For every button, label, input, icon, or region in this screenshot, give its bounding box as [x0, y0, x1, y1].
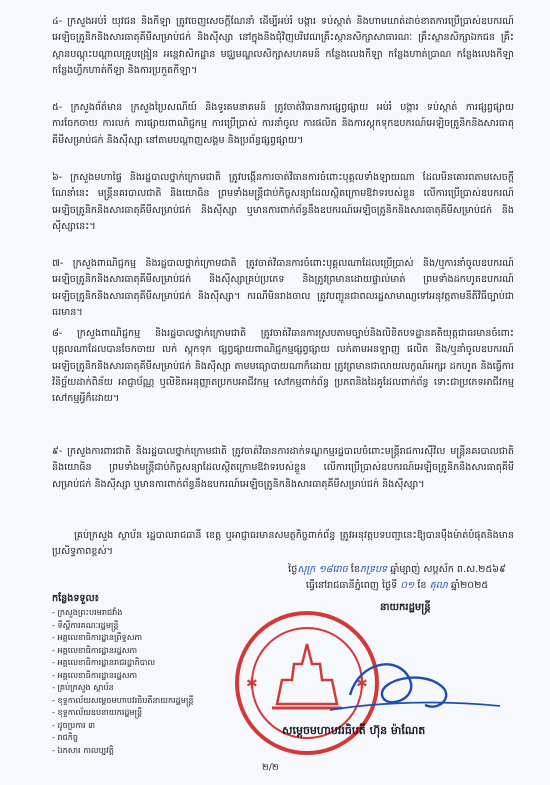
paragraph-6: ៦- ក្រសួងមហាផ្ទៃ និងរដ្ឋបាលថ្នាក់ក្រោមជាតិ ត្រូវបង្កើនការចាត់វិធានការចំពោះបុគ្គលទាំងឡាយណា ដែលមិនគោរពតាមសេចក្តីណែនាំនេះ មន្ត្រីនគរបាលជាតិ និងយោធិន ព្រមទាំងមន្ត្រីជាប់កិច្ចសន្យាដែលស្ថិតក្រោមឱវាទរបស់ខ្លួន លើការប្រើប្រាស់ឧបករណ៍អេឡិចត្រូនិកនិងសារធាតុគីមីសម្រាប់ជក់ និងស៊ីស្សា ឬមានការពាក់ព័ន្ធនឹងឧបករណ៍អេឡិចត្រូនិកនិងសារធាតុគីមីសម្រាប់ជក់ និងស៊ីស្សានេះ។ [52, 172, 514, 232]
lunar-date-line: ថ្ងៃសុក្រ ១៨រោច ខែភទ្របទ ឆ្នាំម្សាញ់ សប្តស័ក ព.ស.២៥៦៩ [288, 564, 506, 575]
paragraph-7: ៧- ក្រសួងពាណិជ្ជកម្ម និងរដ្ឋបាលថ្នាក់ក្រោមជាតិ ត្រូវចាត់វិធានការចំពោះបុគ្គលណាដែលប្រើប្រាស់ និង/ឬការនាំចូលឧបករណ៍អេឡិចត្រូនិកនិងសារធាតុគីមីសម្រាប់ជក់ និងស៊ីស្សាគ្រប់ប្រភេទ និងត្រូវព្រមានដោយផ្ទាល់មាត់ ព្រមទាំងដកហូតឧបករណ៍អេឡិចត្រូនិកនិងសារធាតុគីមីសម្រាប់ជក់ និងស៊ីស្សា។ ករណីមិនរាងចាល ត្រូវបញ្ជូនជាពលរដ្ឋសាមាណ្ញទៅអនុវត្តតាមនីតិវិធីច្បាប់ជាធរមាន។ [52, 258, 514, 318]
recipient-item: - ខុទ្ទកាល័យឧបនាយករដ្ឋមន្ត្រី [52, 706, 194, 719]
recipient-item: - រាជកិច្ច [52, 731, 194, 744]
recipient-item: - អគ្គលេខាធិការដ្ឋានរដ្ឋសភា [52, 669, 194, 682]
paragraph-8: ៨- ក្រសួងពាណិជ្ជកម្ម និងរដ្ឋបាលថ្នាក់ក្រោមជាតិ ត្រូវចាត់វិធានការស្របតាមច្បាប់និងលិខិតបទដ្ឋានគតិយុត្តជាធរមានចំពោះបុគ្គលណាដែលបានចែកចាយ លក់ ស្តុកទុក ផ្សព្វផ្សាយពាណិជ្ជកម្មផ្សព្វផ្សាយ លក់តាមអនឡាញ ផលិត និង/ឬនាំចូលឧបករណ៍អេឡិចត្រូនិកនិងសារធាតុគីមីសម្រាប់ជក់ និងស៊ីស្សា តាមមធ្យោបាយណាក៏ដោយ ត្រូវព្រមានជាលាយលក្ខណ៍អក្សរ ដកហូត និងធ្វើការវិនិច្ឆ័យដាក់ពិន័យ អាជ្ញាប័ណ្ណ ឬលិខិតអនុញ្ញាតប្រកបអាជីវកម្ម សៅកម្មពាក់ព័ន្ធ ប្រភពនិងដៃគូដែលពាក់ព័ន្ធ ទោះជាប្រភេទអាជីវកម្ម សៅកម្មអ្វីក៏ដោយ។ [52, 328, 514, 405]
recipient-item: - ទីស្តីការគណៈរដ្ឋមន្ត្រី [52, 619, 194, 632]
closing-paragraph: គ្រប់ក្រសួង ស្ថាប័ន រដ្ឋបាលរាជធានី ខេត្ត ឬអាជ្ញាធរមានសមត្ថកិច្ចពាក់ព័ន្ធ ត្រូវអនុវត្តបទបញ្ជានេះឱ្យបានម៉ឺងម៉ាត់បំផុតនិងមានប្រសិទ្ធភាពខ្ពស់។ [52, 530, 514, 558]
recipient-item: - ខុទ្ទកាល័យសម្តេចមហាបវរធិបតីនាយករដ្ឋមន្ត្រី [52, 694, 194, 707]
paragraph-4: ៤- ក្រសួងអប់រំ យុវជន និងកីឡា ត្រូវចេញសេចក្តីណែនាំ ដើម្បីអប់រំ បង្ការ ទប់ស្កាត់ និងហាមឃាត់ដាច់ខាតការប្រើប្រាស់ឧបករណ៍អេឡិចត្រូនិកនិងសារធាតុគីមីសម្រាប់ជក់ និងស៊ីស្សា នៅក្នុងនិងជុំវិញបរិវេណគ្រឹះស្ថានសិក្សាសាធារណៈ គ្រឹះស្ថានសិក្សាឯកជន គ្រឹះស្ថានបណ្តុះបណ្តាលគ្រូបង្រៀន អន្តេវាសិកដ្ឋាន មជ្ឈមណ្ឌលសិក្សាសហគមន៍ កន្លែងលេងកីឡា កន្លែងហាត់ប្រាណ កន្លែងលេងកីឡា កន្លែងហ្វឹកហាត់កីឡា និងការប្រកួតកីឡា។ [52, 16, 514, 76]
signer-name: សម្តេចមហាបវរធិបតី ហ៊ុន ម៉ាណែត [282, 724, 426, 737]
handwritten-signature [290, 640, 520, 730]
recipient-item: - ឯកសារ កាលប្បវត្តិ [52, 744, 194, 757]
signer-title: នាយករដ្ឋមន្ត្រី [380, 602, 431, 613]
recipients-list [52, 606, 194, 756]
recipient-item: - ដូចប្រការ ៣ [52, 719, 194, 732]
recipient-item: - អគ្គលេខាធិការដ្ឋានរដ្ឋសភា [52, 644, 194, 657]
recipient-item: - អគ្គលេខាធិការដ្ឋានរាជរដ្ឋាភិបាល [52, 656, 194, 669]
recipient-item: - គ្រប់ក្រសួង ស្ថាប័ន [52, 681, 194, 694]
svg-text:✱: ✱ [356, 676, 368, 692]
recipients-title: កន្លែងទទួល៖ [52, 593, 99, 604]
recipient-item: - អគ្គលេខាធិការដ្ឋានព្រឹទ្ធសភា [52, 631, 194, 644]
paragraph-9: ៩- ក្រសួងការពារជាតិ និងរដ្ឋបាលថ្នាក់ក្រោមជាតិ ត្រូវចាត់វិធានការដាក់ទណ្ឌកម្មរដ្ឋបាលចំពោះមន្ត្រីរាជការស៊ីវិល មន្ត្រីនគរបាលជាតិ និងយោធិន ព្រមទាំងមន្ត្រីជាប់កិច្ចសន្យាដែលស្ថិតក្រោមឱវាទរបស់ខ្លួន លើការប្រើប្រាស់ឧបករណ៍អេឡិចត្រូនិកនិងសារធាតុគីមីសម្រាប់ជក់ និងស៊ីស្សា ឬមានការពាក់ព័ន្ធនឹងឧបករណ៍អេឡិចត្រូនិកនិងសារធាតុគីមីសម្រាប់ជក់ និងស៊ីស្សា។ [52, 446, 514, 490]
paragraph-5: ៥- ក្រសួងព័ត៌មាន ក្រសួងប្រៃសណីយ៍ និងទូរគមនាគមន៍ ត្រូវចាត់វិធានការផ្សព្វផ្សាយ អប់រំ បង្ការ ទប់ស្កាត់ ការផ្សព្វផ្សាយ ការចែកចាយ ការលក់ ការផ្សាយពាណិជ្ជកម្ម ការប្រើប្រាស់ ការនាំចូល ការផលិត និងការស្តុកទុកឧបករណ៍អេឡិចត្រូនិកនិងសារធាតុគីមីសម្រាប់ជក់ និងស៊ីស្សា នៅតាមបណ្តាញសង្គម និងប្រព័ន្ធផ្សព្វផ្សាយ។ [52, 102, 514, 146]
svg-text:✱: ✱ [246, 676, 258, 692]
date-block [262, 562, 532, 594]
recipient-item: - ក្រសួងព្រះបរមរាជវាំង [52, 606, 194, 619]
solar-date-line: ធ្វើនៅរាជធានីភ្នំពេញ ថ្ងៃទី ០១ ខែ តុលា ឆ្នាំ២០២៥ [305, 580, 489, 591]
page-number: ២/២ [262, 763, 279, 773]
